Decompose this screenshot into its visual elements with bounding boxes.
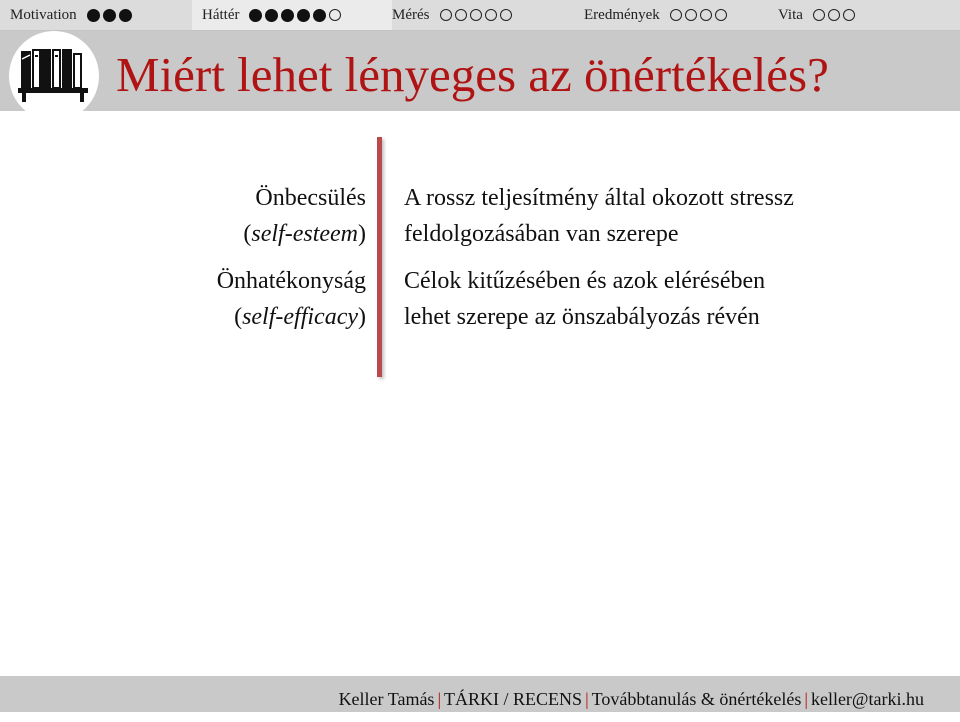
empty-dot-icon[interactable] <box>455 9 467 21</box>
footer-text <box>339 676 924 722</box>
empty-dot-icon[interactable] <box>500 9 512 21</box>
empty-dot-icon[interactable] <box>485 9 497 21</box>
nav-section-vita[interactable] <box>778 0 855 30</box>
term-english-text: self-esteem <box>251 221 358 247</box>
term-english: (self-esteem) <box>243 221 366 247</box>
nav-progress-dots <box>813 9 855 21</box>
empty-dot-icon[interactable] <box>329 9 341 21</box>
filled-dot-icon[interactable] <box>87 9 100 22</box>
description-self-efficacy <box>404 263 944 335</box>
nav-section-label: Eredmények <box>584 7 660 23</box>
filled-dot-icon[interactable] <box>119 9 132 22</box>
term-self-esteem <box>106 180 366 252</box>
nav-progress-dots <box>440 9 512 21</box>
empty-dot-icon[interactable] <box>843 9 855 21</box>
empty-dot-icon[interactable] <box>670 9 682 21</box>
footer-separator: | <box>437 689 442 709</box>
nav-section-label: Háttér <box>202 7 240 23</box>
nav-progress-dots <box>87 9 132 22</box>
terms-column <box>106 180 366 346</box>
empty-dot-icon[interactable] <box>715 9 727 21</box>
empty-dot-icon[interactable] <box>440 9 452 21</box>
description-line: Célok kitűzésében és azok elérésében <box>404 268 766 294</box>
empty-dot-icon[interactable] <box>813 9 825 21</box>
description-line: lehet szerepe az önszabályozás révén <box>404 304 760 330</box>
vertical-divider <box>377 137 382 377</box>
description-line: feldolgozásában van szerepe <box>404 221 679 247</box>
nav-section-meres[interactable] <box>392 0 512 30</box>
filled-dot-icon[interactable] <box>281 9 294 22</box>
bookshelf-icon <box>8 30 100 122</box>
description-line: A rossz teljesítmény által okozott stressz <box>404 185 794 211</box>
footer-author: Keller Tamás <box>338 689 435 709</box>
nav-section-motivation[interactable] <box>10 0 132 30</box>
nav-section-label: Vita <box>778 7 803 23</box>
empty-dot-icon[interactable] <box>828 9 840 21</box>
filled-dot-icon[interactable] <box>265 9 278 22</box>
footer-bar <box>0 676 960 712</box>
empty-dot-icon[interactable] <box>700 9 712 21</box>
nav-section-eredmenyek[interactable] <box>584 0 727 30</box>
section-navigation <box>0 0 960 31</box>
empty-dot-icon[interactable] <box>685 9 697 21</box>
nav-progress-dots <box>670 9 727 21</box>
term-english: (self-efficacy) <box>234 304 366 330</box>
footer-email[interactable]: keller@tarki.hu <box>810 689 924 709</box>
filled-dot-icon[interactable] <box>249 9 262 22</box>
footer-separator: | <box>585 689 589 709</box>
filled-dot-icon[interactable] <box>103 9 116 22</box>
nav-section-label: Motivation <box>10 7 77 23</box>
term-english-text: self-efficacy <box>242 304 358 330</box>
descriptions-column <box>404 180 944 346</box>
footer-topic: Továbbtanulás & önértékelés <box>591 689 802 709</box>
nav-section-hatter[interactable] <box>192 0 392 30</box>
filled-dot-icon[interactable] <box>313 9 326 22</box>
footer-separator: | <box>804 689 808 709</box>
filled-dot-icon[interactable] <box>297 9 310 22</box>
term-self-efficacy <box>106 263 366 335</box>
footer-org: TÁRKI / RECENS <box>444 689 583 709</box>
empty-dot-icon[interactable] <box>470 9 482 21</box>
nav-section-label: Mérés <box>392 7 430 23</box>
nav-progress-dots <box>249 9 341 22</box>
term-hungarian: Önhatékonyság <box>216 268 366 294</box>
slide-title: Miért lehet lényeges az önértékelés? <box>116 47 829 102</box>
term-hungarian: Önbecsülés <box>255 185 366 211</box>
description-self-esteem <box>404 180 944 252</box>
